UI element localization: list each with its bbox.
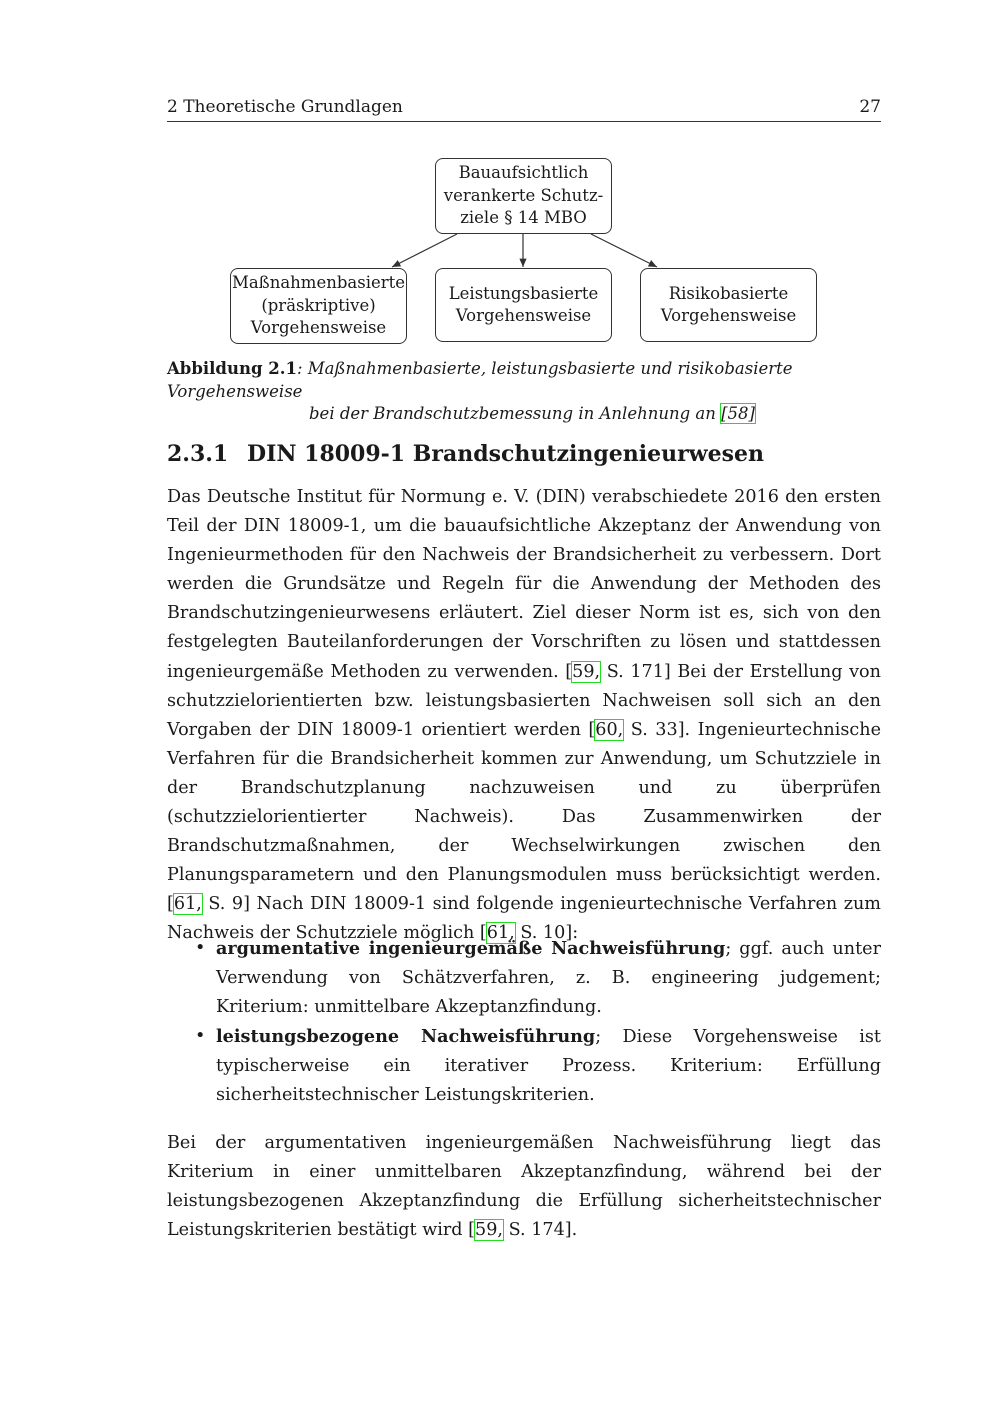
- box-risikobasiert: [640, 268, 817, 342]
- text: S. 171] Bei der Erstellung von schutzzielorientierten bzw. leistungsbasierten Nachweisen soll sich an den Vorgaben der DIN 18009-1 orientiert werden [: [167, 661, 881, 740]
- paragraph: [167, 1129, 881, 1245]
- section-heading: [167, 438, 881, 470]
- bullet-term: leistungsbezogene Nachweisführung: [216, 1026, 596, 1048]
- text: S. 10]:: [514, 923, 579, 944]
- box-line: verankerte Schutz-: [443, 185, 604, 205]
- citation-link[interactable]: 59,: [475, 1220, 504, 1241]
- list-item: [167, 934, 881, 1022]
- caption-text-2: bei der Brandschutzbemessung in Anlehnung an: [309, 404, 722, 423]
- box-line: Risikobasierte: [668, 283, 789, 303]
- bullet-term: argumentative ingenieurgemäße Nachweisführung: [216, 938, 726, 959]
- text: S. 9] Nach DIN 18009-1 sind folgende ingenieurtechnische Verfahren zum Nachweis der Schutzziele möglich [: [167, 894, 881, 944]
- box-massnahmenbasiert: [230, 268, 407, 344]
- text: Das Deutsche Institut für Normung e. V. (DIN) verabschiedete 2016 den ersten Teil der DIN 18009-1, um die bauaufsichtliche Akzeptanz der Anwendung von Ingenieurmethoden für den Nachweis der Brandsicherheit zu verbessern. Dort werden die Grundsätze und Regeln für die Anwendung der Methoden des Brandschutzingenieurwesens erläutert. Ziel dieser Norm ist es, sich von den festgelegten Bauteilanforderungen der Vorschriften zu lösen und stattdessen ingenieurgemäße Methoden zu verwenden. [: [167, 487, 881, 682]
- box-line: Vorgehensweise: [660, 306, 797, 325]
- section-number: 2.3.1: [167, 441, 229, 467]
- list-item: [167, 1022, 881, 1110]
- box-line: Vorgehensweise: [250, 318, 387, 338]
- citation-link[interactable]: 61,: [486, 923, 515, 944]
- bullet-text: ; Diese Vorgehensweise ist typischerweise ein iterativer Prozess. Kriterium: Erfüllung sicherheitstechnischer Leistungskriterien.: [216, 1027, 881, 1106]
- box-line: Bauaufsichtlich: [458, 163, 589, 183]
- page: [167, 0, 881, 1414]
- citation-link[interactable]: 60,: [595, 719, 624, 740]
- text: S. 33]. Ingenieurtechnische Verfahren für die Brandsicherheit kommen zur Anwendung, um Schutzziele in der Brandschutzplanung nachzuweisen und zu überprüfen (schutzzielorientierter Nachweis). Das Zusammenwirken der Brandschutzmaßnahmen, der Wechselwirkungen zwischen den Planungsparametern und den Planungsmodulen muss berücksichtigt werden. [: [167, 719, 881, 915]
- running-header: [167, 95, 881, 122]
- figure-caption: [167, 358, 881, 426]
- arrow-left: [392, 234, 457, 267]
- citation-link[interactable]: 59,: [572, 661, 601, 682]
- chapter-title: 2 Theoretische Grundlagen: [167, 97, 403, 117]
- box-line: Leistungsbasierte: [448, 283, 599, 303]
- bullet-icon: •: [195, 938, 206, 958]
- section-title: DIN 18009-1 Brandschutzingenieurwesen: [247, 441, 764, 467]
- figure-diagram: [167, 150, 881, 350]
- text: Bei der argumentativen ingenieurgemäßen Nachweisführung liegt das Kriterium in einer unmittelbaren Akzeptanzfindung, während bei der leistungsbezogenen Akzeptanzfindung die Erfüllung sicherheitstechnischer Leistungskriterien bestätigt wird [: [167, 1133, 881, 1241]
- box-leistungsbasiert: [435, 268, 612, 342]
- arrow-right: [591, 234, 657, 267]
- box-line: Maßnahmenbasierte: [231, 273, 406, 293]
- box-line: ziele § 14 MBO: [460, 208, 587, 228]
- bullet-text: ; ggf. auch unter Verwendung von Schätzverfahren, z. B. engineering judgement; Kriterium: unmittelbare Akzeptanzfindung.: [216, 939, 881, 1018]
- caption-label: Abbildung 2.1: [167, 359, 297, 378]
- citation-link[interactable]: 61,: [173, 894, 202, 915]
- text: S. 174].: [503, 1220, 578, 1241]
- box-schutzziele: [435, 158, 612, 234]
- bullet-list: [167, 934, 881, 1111]
- caption-text: : Maßnahmenbasierte, leistungsbasierte und risikobasierte Vorgehensweise: [167, 359, 793, 401]
- page-number: 27: [859, 97, 881, 117]
- box-line: (präskriptive): [261, 295, 376, 315]
- paragraph: [167, 483, 881, 949]
- box-line: Vorgehensweise: [455, 306, 592, 325]
- citation-link[interactable]: [58]: [721, 404, 755, 423]
- bullet-icon: •: [195, 1026, 206, 1047]
